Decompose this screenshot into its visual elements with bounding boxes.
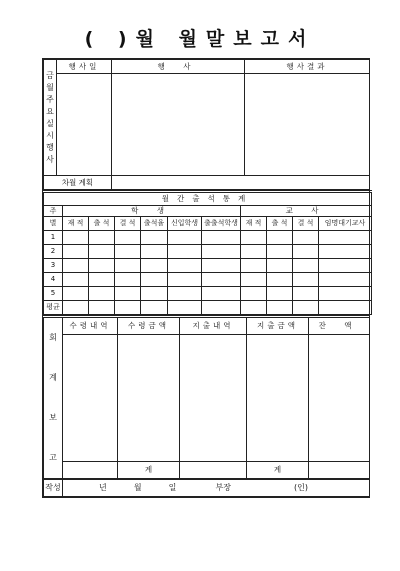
signature-month: 월	[133, 483, 142, 492]
signature-day: 일	[168, 483, 177, 492]
week-number: 2	[44, 245, 63, 259]
page-title: ( )월 월말보고서	[84, 28, 316, 50]
received-total-label: 계	[118, 462, 180, 479]
student-col-absent: 결 석	[115, 217, 141, 231]
week-number: 1	[44, 231, 63, 245]
expense-items-cell[interactable]	[180, 335, 247, 462]
attendance-row	[44, 245, 372, 259]
signature-seal: (인)	[294, 483, 309, 492]
accounting-side-label: 회 계 보 고	[44, 317, 63, 479]
col-received-amount: 수령금액	[118, 317, 180, 335]
received-amount-cell[interactable]	[118, 335, 180, 462]
expense-total-label: 계	[247, 462, 309, 479]
teacher-col-absent: 결 석	[293, 217, 319, 231]
week-number: 3	[44, 259, 63, 273]
balance-cell[interactable]	[309, 335, 370, 462]
teacher-col-enrolled: 재 적	[241, 217, 267, 231]
event-cell[interactable]	[112, 74, 245, 176]
next-plan-label: 차월 계획	[44, 176, 112, 190]
teacher-col-present: 출 석	[267, 217, 293, 231]
col-event-result: 행사결과	[245, 60, 370, 74]
col-event: 행 사	[112, 60, 245, 74]
col-expense-items: 지출내역	[180, 317, 247, 335]
received-items-cell[interactable]	[63, 335, 118, 462]
attendance-row-average	[44, 301, 372, 315]
attendance-row	[44, 273, 372, 287]
col-received-items: 수령내역	[63, 317, 118, 335]
week-label-top: 주	[44, 206, 63, 217]
attendance-row	[44, 287, 372, 301]
signature-line[interactable]	[63, 480, 370, 497]
received-total-spacer	[63, 462, 118, 479]
accounting-table	[43, 315, 370, 479]
attendance-row	[44, 259, 372, 273]
col-event-date: 행사일	[57, 60, 112, 74]
week-number: 5	[44, 287, 63, 301]
signature-table	[43, 479, 370, 497]
student-group-header: 학 생	[63, 206, 241, 217]
week-label-bottom: 별	[44, 217, 63, 231]
signature-year: 년	[99, 483, 107, 492]
attendance-rows	[44, 231, 372, 315]
week-number: 평균	[44, 301, 63, 315]
report-form	[42, 58, 370, 498]
event-date-cell[interactable]	[57, 74, 112, 176]
attendance-row	[44, 231, 372, 245]
signature-label: 작성	[44, 480, 63, 497]
col-expense-amount: 지출금액	[247, 317, 309, 335]
signature-position: 부장	[215, 483, 231, 492]
expense-total-value[interactable]	[309, 462, 370, 479]
student-col-enrolled: 재 적	[63, 217, 89, 231]
events-table	[43, 59, 370, 190]
teacher-group-header: 교 사	[241, 206, 372, 217]
event-result-cell[interactable]	[245, 74, 370, 176]
student-col-new: 신입학생	[168, 217, 202, 231]
events-side-label: 금 월 주 요 실 시 행 사	[44, 60, 57, 176]
attendance-table	[43, 190, 372, 315]
expense-amount-cell[interactable]	[247, 335, 309, 462]
student-col-returning: 출출석학생	[202, 217, 241, 231]
attendance-title: 월간출석통계	[44, 192, 372, 206]
week-number: 4	[44, 273, 63, 287]
received-total-value[interactable]	[180, 462, 247, 479]
student-col-rate: 출석율	[141, 217, 168, 231]
next-plan-cell[interactable]	[112, 176, 370, 190]
student-col-present: 출 석	[89, 217, 115, 231]
col-balance: 잔 액	[309, 317, 370, 335]
teacher-col-pending: 임명대기교사	[319, 217, 372, 231]
